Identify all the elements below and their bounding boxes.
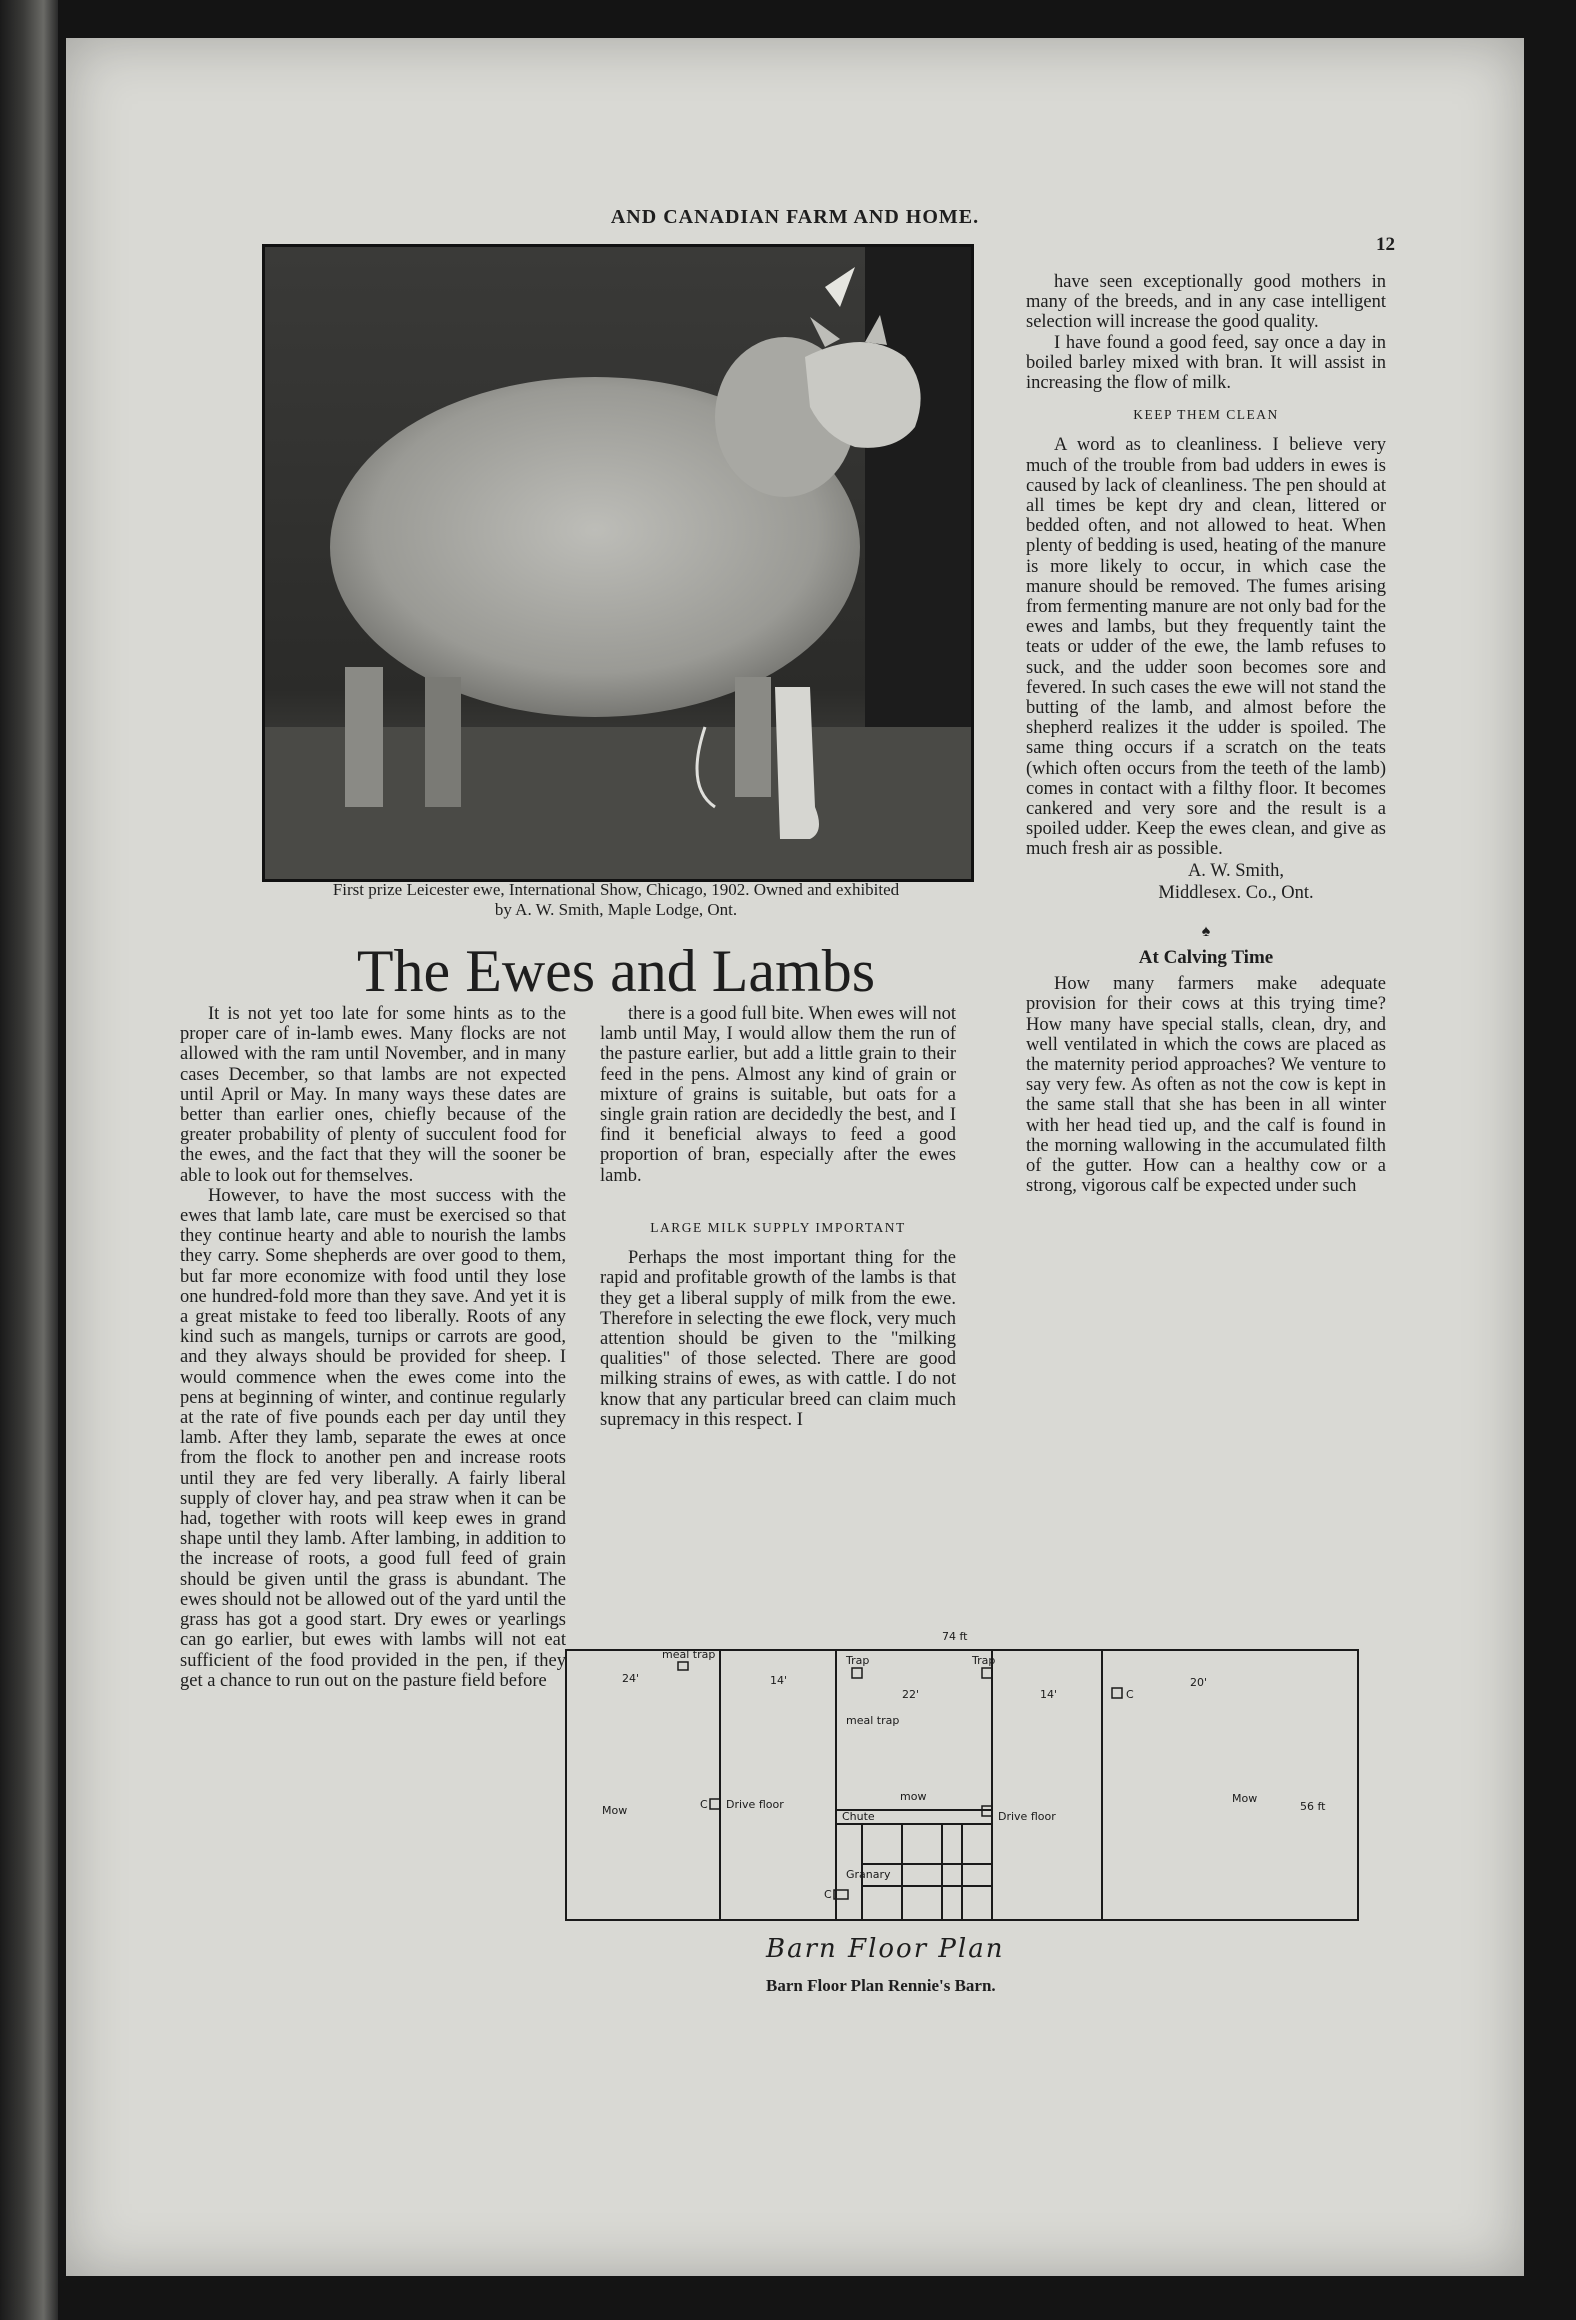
column-3 bbox=[1026, 272, 1386, 1642]
subhead-large-milk-supply: LARGE MILK SUPPLY IMPORTANT bbox=[650, 1220, 906, 1235]
column-1-paragraph-2: However, to have the most success with the ewes that lamb late, care must be exercised so that they continue hearty and able to nourish the lambs they carry. Some shepherds are over good to them, but far more economize with food until they lose one hundred-fold more than they save. And yet it is a great mistake to feed too liberally. Roots of any kind such as mangels, turnips or carrots are good, and they always should be provided for sheep. I would commence when the ewes come into the pens at beginning of winter, and continue regularly at the rate of five pounds each per day until they lamb. After they lamb, separate the ewes at once from the flock to another pen and increase roots until they are fed very liberally. A fairly liberal supply of clover hay, and pea straw when it can be had, together with roots will keep ewes in grand shape until they lamb. After lambing, in addition to the increase of roots, a good full feed of grain should be given until the grass is abundant. The ewes should not be allowed out of the yard until the grass has got a good start. Dry ewes or yearlings can go earlier, but ewes with lambs will not eat sufficient of the food provided in the pen, if they get a chance to run out on the pasture field before bbox=[180, 1185, 566, 1691]
plan-chute: Chute bbox=[842, 1810, 875, 1823]
column-3-paragraph-2: I have found a good feed, say once a day in boiled barley mixed with bran. It will assist in increasing the flow of milk. bbox=[1026, 332, 1386, 394]
plan-handwritten-title: Barn Floor Plan bbox=[766, 1934, 1005, 1964]
plan-granary: Granary bbox=[846, 1868, 891, 1881]
plan-c-1: C bbox=[1126, 1688, 1134, 1701]
plan-meal-trap-1: meal trap bbox=[662, 1648, 716, 1661]
adjacent-page-edge bbox=[0, 0, 58, 2320]
column-1 bbox=[180, 1004, 566, 2184]
plan-drive-floor-right: Drive floor bbox=[998, 1810, 1056, 1823]
plan-caption: Barn Floor Plan Rennie's Barn. bbox=[766, 1976, 996, 1995]
sheep-photo bbox=[262, 244, 974, 882]
plan-mow-right: Mow bbox=[1232, 1792, 1258, 1805]
barn-floor-plan-drawing bbox=[562, 1624, 1372, 1932]
plan-dim-22: 22' bbox=[902, 1688, 920, 1701]
article-headline: The Ewes and Lambs bbox=[356, 938, 876, 1004]
signature-name: A. W. Smith, bbox=[1187, 860, 1285, 881]
photo-caption bbox=[196, 880, 1036, 920]
column-3-paragraph-4: How many farmers make adequate provision for their cows at this trying time? How many have special stalls, clean, dry, and well ventilated in which the cows are placed as the maternity period approaches? We venture to say very few. As often as not the cow is kept in the same stall that she has been in all winter with her head tied up, and the calf is found in the morning wallowing in the accumulated filth of the gutter. How can a healthy cow or a strong, vigorous calf be expected under such bbox=[1026, 974, 1386, 1197]
column-2-paragraph-2: Perhaps the most important thing for the rapid and profitable growth of the lambs is that they get a liberal supply of milk from the ewe. Therefore in selecting the ewe flock, very much attention should be given to the "milking qualities" of those selected. There are good milking strains of ewes, as with cattle. I do not know that any particular breed can claim much supremacy in this respect. I bbox=[600, 1248, 956, 1430]
plan-meal-trap-2: meal trap bbox=[846, 1714, 900, 1727]
plan-dim-24: 24' bbox=[622, 1672, 640, 1685]
plan-trap-2: Trap bbox=[972, 1654, 996, 1667]
column-2-paragraph-1: there is a good full bite. When ewes will not lamb until May, I would allow them the run of the pasture earlier, but add a little grain to their feed in the pens. Almost any kind of grain or mixture of grains is suitable, but oats for a single grain ration are decidedly the best, and I find it beneficial always to feed a good proportion of bran, especially after the ewes lamb. bbox=[600, 1004, 956, 1184]
subhead-keep-them-clean: KEEP THEM CLEAN bbox=[1133, 407, 1279, 423]
plan-c-3: C bbox=[824, 1888, 832, 1901]
plan-c-2: C bbox=[700, 1798, 708, 1811]
column-3-paragraph-3: A word as to cleanliness. I believe very much of the trouble from bad udders in ewes is caused by lack of cleanliness. The pen should at all times be kept dry and clean, littered or bedded often, and not allowed to heat. When plenty of bedding is used, heating of the manure is more likely to occur, in which case the manure should be removed. The fumes arising from fermenting manure are not only bad for the ewes and lambs, but they frequently taint the teats or udder of the ewe, the lamb refuses to suck, and the udder soon becomes sore and fevered. In such cases the ewe will not stand the butting of the lamb, and almost before the shepherd realizes it the udder is spoiled. The same thing occurs if a scratch on the teats (which often occurs from the teeth of the lamb) comes in contact with a filthy floor. It becomes cankered and very sore and the result is a spoiled udder. Keep the ewes clean, and give as much fresh air as possible. bbox=[1026, 435, 1386, 860]
photo-caption-line-1: First prize Leicester ewe, International Show, Chicago, 1902. Owned and exhibited bbox=[332, 880, 900, 899]
barn-floor-plan bbox=[562, 1624, 1372, 1932]
column-3-paragraph-1: have seen exceptionally good mothers in many of the breeds, and in any case intelligent selection will increase the good quality. bbox=[1026, 272, 1386, 333]
plan-mow-center: mow bbox=[900, 1790, 927, 1803]
page-number: 12 bbox=[1376, 234, 1395, 255]
signature-place: Middlesex. Co., Ont. bbox=[1158, 882, 1314, 903]
plan-width-label: 74 ft bbox=[942, 1630, 968, 1643]
photo-caption-line-2: by A. W. Smith, Maple Lodge, Ont. bbox=[494, 900, 738, 919]
running-head: AND CANADIAN FARM AND HOME. bbox=[610, 206, 980, 228]
column-2-top bbox=[600, 1004, 956, 1184]
magazine-page bbox=[66, 38, 1524, 2276]
sheep-photo-icon bbox=[265, 247, 971, 879]
section-head-at-calving-time: At Calving Time bbox=[1138, 946, 1274, 968]
plan-depth-label: 56 ft bbox=[1300, 1800, 1326, 1813]
column-1-paragraph-1: It is not yet too late for some hints as to the proper care of in-lamb ewes. Many flocks are not allowed with the ram until November, and in many cases December, so that lambs are not expected until April or May. In many ways these dates are better than earlier ones, chiefly because of the greater probability of plenty of succulent food for the ewes, and the fact that they will the sooner be able to look out for themselves. bbox=[180, 1004, 566, 1186]
spade-ornament-icon: ♠ bbox=[1201, 922, 1211, 940]
column-2-bottom bbox=[600, 1206, 956, 1476]
plan-dim-14b: 14' bbox=[1040, 1688, 1058, 1701]
plan-dim-14a: 14' bbox=[770, 1674, 788, 1687]
plan-dim-20: 20' bbox=[1190, 1676, 1208, 1689]
plan-trap-1: Trap bbox=[846, 1654, 870, 1667]
plan-mow-left: Mow bbox=[602, 1804, 628, 1817]
plan-drive-floor-left: Drive floor bbox=[726, 1798, 784, 1811]
